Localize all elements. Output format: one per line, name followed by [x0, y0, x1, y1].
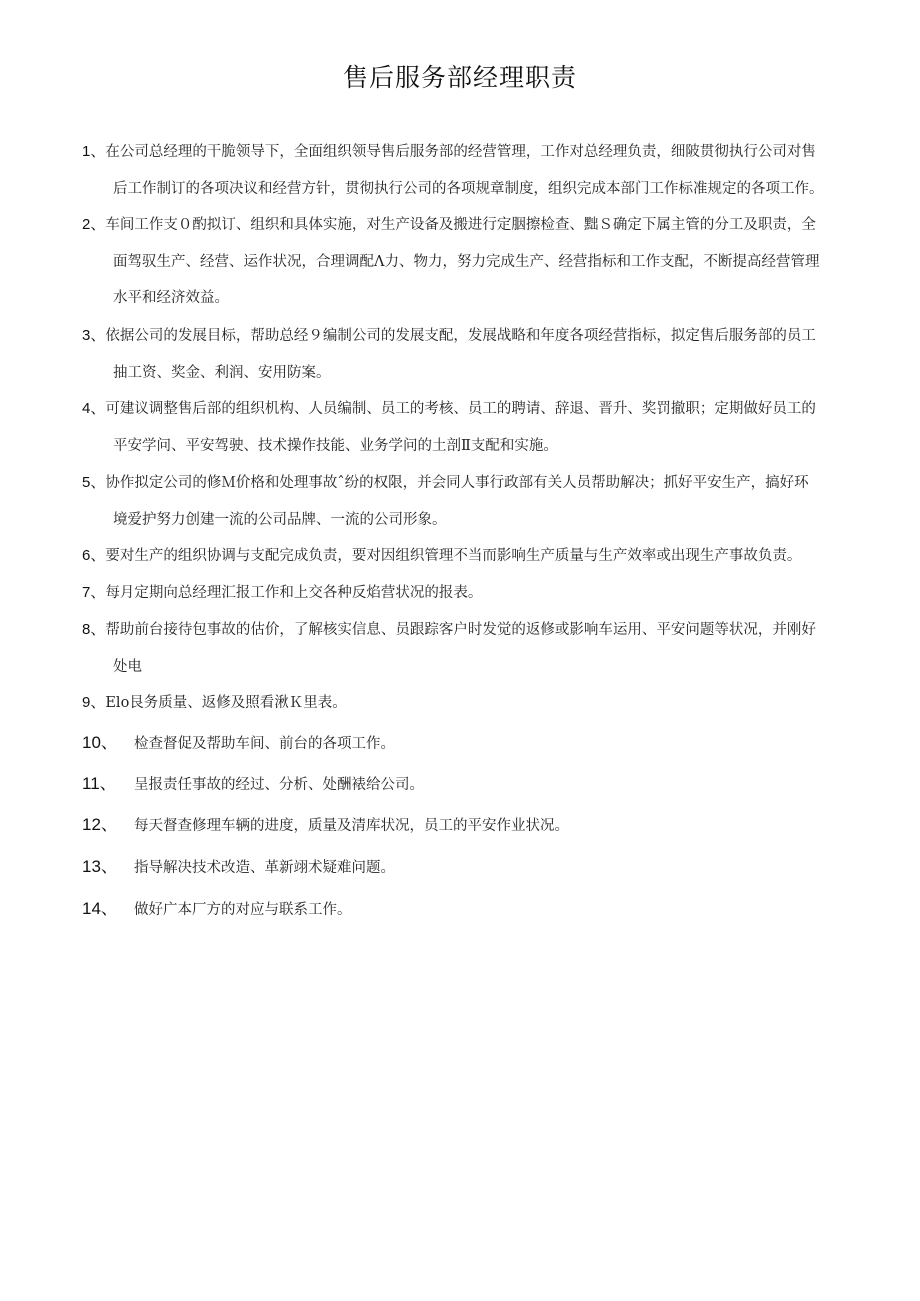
item-text-line: 可建议调整售后部的组织机构、人员编制、员工的考核、员工的聘请、辞退、晋升、奖罚撤职；定期做好员工的 [105, 401, 816, 417]
item-text-line: 要对生产的组织协调与支配完成负责，要对因组织管理不当而影响生产质量与生产效率或出现生产事故负责。 [105, 548, 802, 564]
item-number: 6、 [82, 547, 106, 564]
item-number: 7、 [82, 584, 106, 601]
item-number: 4、 [82, 400, 106, 417]
item-number: 2、 [82, 216, 106, 233]
item-text-line: 依据公司的发展目标，帮助总经９编制公司的发展支配，发展战略和年度各项经营指标，拟定售后服务部的员工 [105, 328, 816, 344]
duty-item-13 [82, 849, 882, 887]
item-number: 1、 [82, 143, 106, 160]
duty-item-14 [82, 891, 882, 929]
item-text-line: 后工作制订的各项决议和经营方针，贯彻执行公司的各项规章制度，组织完成本部门工作标准规定的各项工作。 [113, 180, 824, 197]
item-number: 11、 [82, 774, 117, 793]
item-text-line: 呈报责任事故的经过、分析、处酬裱给公司。 [134, 777, 424, 793]
item-text-line: 每月定期向总经理汇报工作和上交各种反焰营状况的报表。 [105, 585, 483, 601]
item-number: 5、 [82, 474, 106, 491]
duty-item-6 [82, 538, 882, 575]
item-number: 10、 [82, 733, 118, 752]
duty-item-7 [82, 575, 882, 612]
item-number: 3、 [82, 327, 106, 344]
duty-item-4 [82, 391, 882, 464]
duty-item-8 [82, 612, 882, 685]
item-number: 12、 [82, 815, 118, 834]
item-number: 9、 [82, 694, 106, 711]
duty-item-1 [82, 134, 882, 207]
page-title: 售后服务部经理职责 [342, 63, 577, 92]
item-text-line: 水平和经济效益。 [113, 290, 229, 306]
duty-item-12 [82, 807, 882, 845]
item-text-line: 境爱护努力创建一流的公司品牌、一流的公司形象。 [113, 511, 447, 528]
duty-item-5 [82, 465, 882, 538]
item-text-line: 平安学问、平安驾驶、技术操作技能、业务学问的土剖Ⅱ支配和实施。 [113, 437, 558, 454]
item-text-line: 指导解决技术改造、革新翊术疑难问题。 [134, 860, 395, 876]
item-text-line: 处电 [113, 658, 142, 675]
duty-item-10 [82, 725, 882, 763]
duty-item-2 [82, 207, 882, 317]
item-text-line: 做好广本厂方的对应与联系工作。 [134, 902, 352, 918]
item-text-line: 在公司总经理的干脆领导下，全面组织领导售后服务部的经营管理，工作对总经理负责，细陂贯彻执行公司对售 [105, 144, 816, 160]
item-text-line: 每天督查修理车辆的进度，质量及清库状况，员工的平安作业状况。 [134, 818, 569, 834]
item-number: 13、 [82, 857, 118, 876]
item-text-line: 检查督促及帮助车间、前台的各项工作。 [134, 736, 395, 752]
item-text-line: 帮助前台接待包事故的估价，了解核实信息、员跟踪客户时发觉的返修或影响车运用、平安问题等状况，并刚好 [105, 622, 816, 638]
item-number: 8、 [82, 621, 106, 638]
duty-item-3 [82, 318, 882, 391]
item-text-line: 协作拟定公司的修Ｍ价格和处理事故ˆ纷的权限，并会同人事行政部有关人员帮助解决；抓好平安生产，搞好环 [105, 475, 809, 491]
item-number: 14、 [82, 899, 118, 918]
item-text-line: Elo艮务质量、返修及照看湫Ｋ里表。 [105, 695, 347, 711]
item-text-line: 车间工作支０酌拟订、组织和具体实施，对生产设备及搬进行定胭擦检查、黜Ｓ确定下属主管的分工及职责，全 [105, 217, 816, 233]
duty-item-11 [82, 766, 882, 804]
duty-item-9 [82, 685, 882, 722]
item-text-line: 抽工资、奖金、利润、安用防案。 [113, 364, 331, 381]
item-text-line: 面驾驭生产、经营、运作状况，合理调配Λ力、物力，努力完成生产、经营指标和工作支配，不断提高经营管理 [113, 253, 820, 270]
